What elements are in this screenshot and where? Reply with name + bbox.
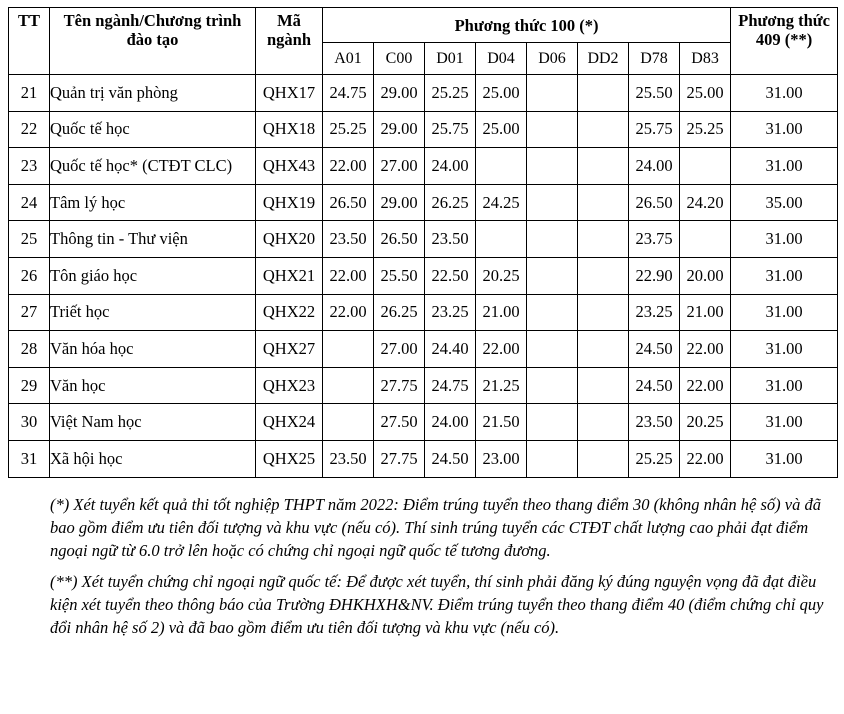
col-header-code: Mã ngành <box>256 8 323 75</box>
subject-header-d06: D06 <box>527 43 578 75</box>
score-d06 <box>527 257 578 294</box>
program-name: Xã hội học <box>50 440 256 477</box>
program-name: Triết học <box>50 294 256 331</box>
score-d78: 24.00 <box>629 148 680 185</box>
program-name: Quốc tế học <box>50 111 256 148</box>
score-c00: 26.50 <box>374 221 425 258</box>
score-d01: 23.50 <box>425 221 476 258</box>
program-name: Quốc tế học* (CTĐT CLC) <box>50 148 256 185</box>
score-d06 <box>527 184 578 221</box>
table-row <box>9 75 838 112</box>
score-d78: 25.75 <box>629 111 680 148</box>
score-method-409: 31.00 <box>731 221 838 258</box>
score-d78: 24.50 <box>629 367 680 404</box>
table-row <box>9 257 838 294</box>
score-d04: 23.00 <box>476 440 527 477</box>
score-d01: 24.00 <box>425 148 476 185</box>
program-name: Tôn giáo học <box>50 257 256 294</box>
score-dd2 <box>578 221 629 258</box>
score-dd2 <box>578 440 629 477</box>
score-c00: 27.50 <box>374 404 425 441</box>
score-dd2 <box>578 331 629 368</box>
score-a01 <box>323 331 374 368</box>
score-d04: 24.25 <box>476 184 527 221</box>
score-a01 <box>323 367 374 404</box>
table-row <box>9 404 838 441</box>
score-c00: 25.50 <box>374 257 425 294</box>
score-d06 <box>527 367 578 404</box>
program-name: Việt Nam học <box>50 404 256 441</box>
program-name: Văn học <box>50 367 256 404</box>
score-method-409: 31.00 <box>731 404 838 441</box>
score-d83: 21.00 <box>680 294 731 331</box>
subject-header-c00: C00 <box>374 43 425 75</box>
score-d83 <box>680 221 731 258</box>
row-number: 27 <box>9 294 50 331</box>
subject-header-d04: D04 <box>476 43 527 75</box>
score-c00: 29.00 <box>374 111 425 148</box>
score-d06 <box>527 294 578 331</box>
score-a01: 22.00 <box>323 294 374 331</box>
program-code: QHX17 <box>256 75 323 112</box>
score-d01: 24.40 <box>425 331 476 368</box>
score-d78: 26.50 <box>629 184 680 221</box>
score-dd2 <box>578 111 629 148</box>
score-c00: 26.25 <box>374 294 425 331</box>
score-method-409: 31.00 <box>731 294 838 331</box>
program-code: QHX20 <box>256 221 323 258</box>
score-method-409: 31.00 <box>731 257 838 294</box>
program-code: QHX18 <box>256 111 323 148</box>
score-d83: 20.00 <box>680 257 731 294</box>
score-a01: 22.00 <box>323 148 374 185</box>
score-d04: 20.25 <box>476 257 527 294</box>
score-c00: 29.00 <box>374 75 425 112</box>
score-d78: 23.50 <box>629 404 680 441</box>
score-d83: 22.00 <box>680 367 731 404</box>
row-number: 29 <box>9 367 50 404</box>
score-d83: 24.20 <box>680 184 731 221</box>
score-method-409: 31.00 <box>731 111 838 148</box>
score-dd2 <box>578 294 629 331</box>
col-header-tt: TT <box>9 8 50 75</box>
program-name: Tâm lý học <box>50 184 256 221</box>
score-dd2 <box>578 404 629 441</box>
score-d04: 25.00 <box>476 75 527 112</box>
score-d01: 24.75 <box>425 367 476 404</box>
row-number: 24 <box>9 184 50 221</box>
header-row <box>9 8 838 43</box>
score-d01: 25.25 <box>425 75 476 112</box>
score-d83: 22.00 <box>680 331 731 368</box>
score-method-409: 31.00 <box>731 75 838 112</box>
score-a01: 25.25 <box>323 111 374 148</box>
score-dd2 <box>578 367 629 404</box>
score-d78: 22.90 <box>629 257 680 294</box>
subject-header-d01: D01 <box>425 43 476 75</box>
col-header-program: Tên ngành/Chương trình đào tạo <box>50 8 256 75</box>
score-d04: 21.00 <box>476 294 527 331</box>
table-row <box>9 331 838 368</box>
row-number: 21 <box>9 75 50 112</box>
score-d01: 25.75 <box>425 111 476 148</box>
score-d06 <box>527 111 578 148</box>
col-header-method-100: Phương thức 100 (*) <box>323 8 731 43</box>
subject-header-a01: A01 <box>323 43 374 75</box>
score-a01: 22.00 <box>323 257 374 294</box>
table-row <box>9 148 838 185</box>
score-d78: 23.75 <box>629 221 680 258</box>
score-d04 <box>476 221 527 258</box>
score-d01: 24.50 <box>425 440 476 477</box>
row-number: 31 <box>9 440 50 477</box>
footnote-method-409: (**) Xét tuyển chứng chỉ ngoại ngữ quốc tế: Để được xét tuyển, thí sinh phải đăng ký đúng nguyện vọng đã đạt điều kiện xét tuyển theo thông báo của Trường ĐHKHXH&NV. Điểm trúng tuyển theo thang điểm 40 (điểm chứng chỉ quy đổi nhân hệ số 2) và đã bao gồm điểm ưu tiên đối tượng và khu vực (nếu có). <box>50 572 824 637</box>
score-d06 <box>527 331 578 368</box>
footnotes <box>50 493 840 647</box>
table-row <box>9 184 838 221</box>
score-method-409: 31.00 <box>731 440 838 477</box>
score-d83: 25.00 <box>680 75 731 112</box>
score-d78: 25.50 <box>629 75 680 112</box>
score-c00: 27.00 <box>374 331 425 368</box>
score-a01 <box>323 404 374 441</box>
score-method-409: 35.00 <box>731 184 838 221</box>
score-dd2 <box>578 184 629 221</box>
score-d01: 23.25 <box>425 294 476 331</box>
score-method-409: 31.00 <box>731 331 838 368</box>
score-a01: 24.75 <box>323 75 374 112</box>
program-name: Thông tin - Thư viện <box>50 221 256 258</box>
program-code: QHX27 <box>256 331 323 368</box>
table-body <box>9 75 838 478</box>
score-d04: 25.00 <box>476 111 527 148</box>
score-d83 <box>680 148 731 185</box>
score-d06 <box>527 221 578 258</box>
score-d06 <box>527 404 578 441</box>
program-code: QHX19 <box>256 184 323 221</box>
table-row <box>9 221 838 258</box>
admission-scores-table <box>8 7 838 478</box>
program-code: QHX21 <box>256 257 323 294</box>
score-a01: 23.50 <box>323 221 374 258</box>
subject-header-d83: D83 <box>680 43 731 75</box>
score-d01: 24.00 <box>425 404 476 441</box>
score-d78: 24.50 <box>629 331 680 368</box>
row-number: 25 <box>9 221 50 258</box>
row-number: 23 <box>9 148 50 185</box>
row-number: 22 <box>9 111 50 148</box>
table-row <box>9 294 838 331</box>
row-number: 30 <box>9 404 50 441</box>
score-d04: 22.00 <box>476 331 527 368</box>
program-code: QHX24 <box>256 404 323 441</box>
program-code: QHX25 <box>256 440 323 477</box>
footnote-method-100: (*) Xét tuyển kết quả thi tốt nghiệp THPT năm 2022: Điểm trúng tuyển theo thang điểm 30 (không nhân hệ số) và đã bao gồm điểm ưu tiên đối tượng và khu vực (nếu có). Thí sinh trúng tuyển các CTĐT chất lượng cao phải đạt điểm ngoại ngữ từ 6.0 trở lên hoặc có chứng chỉ ngoại ngữ quốc tế tương đương. <box>50 495 821 560</box>
score-d01: 22.50 <box>425 257 476 294</box>
score-c00: 27.00 <box>374 148 425 185</box>
score-d06 <box>527 75 578 112</box>
score-d78: 25.25 <box>629 440 680 477</box>
score-d06 <box>527 148 578 185</box>
score-a01: 23.50 <box>323 440 374 477</box>
row-number: 26 <box>9 257 50 294</box>
score-dd2 <box>578 257 629 294</box>
score-d78: 23.25 <box>629 294 680 331</box>
score-d06 <box>527 440 578 477</box>
score-dd2 <box>578 75 629 112</box>
score-c00: 27.75 <box>374 440 425 477</box>
score-method-409: 31.00 <box>731 367 838 404</box>
score-d01: 26.25 <box>425 184 476 221</box>
program-code: QHX22 <box>256 294 323 331</box>
score-method-409: 31.00 <box>731 148 838 185</box>
score-a01: 26.50 <box>323 184 374 221</box>
subject-header-dd2: DD2 <box>578 43 629 75</box>
row-number: 28 <box>9 331 50 368</box>
table-row <box>9 440 838 477</box>
score-d04: 21.50 <box>476 404 527 441</box>
program-code: QHX43 <box>256 148 323 185</box>
score-d83: 20.25 <box>680 404 731 441</box>
program-name: Văn hóa học <box>50 331 256 368</box>
col-header-method-409: Phương thức 409 (**) <box>731 8 838 75</box>
score-dd2 <box>578 148 629 185</box>
score-c00: 29.00 <box>374 184 425 221</box>
table-row <box>9 367 838 404</box>
score-d04: 21.25 <box>476 367 527 404</box>
score-d04 <box>476 148 527 185</box>
score-d83: 22.00 <box>680 440 731 477</box>
program-code: QHX23 <box>256 367 323 404</box>
table-row <box>9 111 838 148</box>
subject-header-d78: D78 <box>629 43 680 75</box>
score-c00: 27.75 <box>374 367 425 404</box>
program-name: Quản trị văn phòng <box>50 75 256 112</box>
score-d83: 25.25 <box>680 111 731 148</box>
